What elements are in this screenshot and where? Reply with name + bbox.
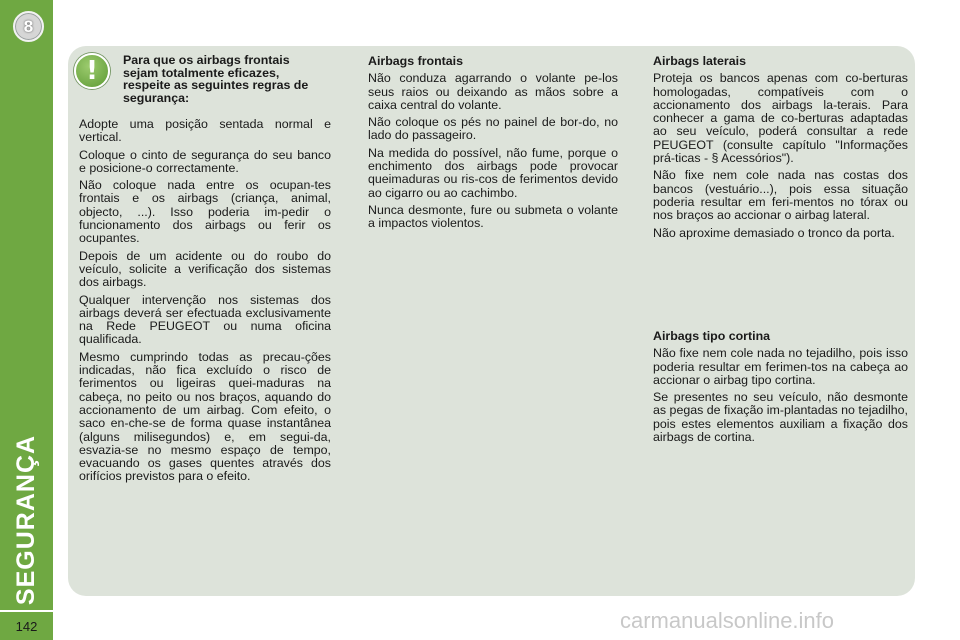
column-side-airbags: [653, 55, 908, 244]
paragraph: Mesmo cumprindo todas as precau-ções indicadas, não fica excluído o risco de ferimentos ou ligeiras quei-maduras na cabeça, no peito ou nos braços, aquando do accionamento de um airbag. Com efeito, o saco en-che-se de forma quase instantânea (alguns milisegundos) e, em segui-da, esvazia-se no mesmo espaço de tempo, evacuando os gases quentes através dos orifícios previstos para o efeito.: [79, 349, 331, 484]
page-number: 142: [0, 612, 53, 640]
paragraph: Qualquer intervenção nos sistemas dos airbags deverá ser efectuada exclusivamente na Rede PEUGEOT ou numa oficina qualificada.: [79, 292, 331, 347]
paragraph: Não fixe nem cole nada nas costas dos bancos (vestuário...), pois essa situação poderia resultar em feri-mentos no tórax ou nos braços ao accionar o airbag lateral.: [653, 168, 908, 223]
paragraph: Não coloque nada entre os ocupan-tes frontais e os airbags (criança, animal, objecto, ...). Isso poderia im-pedir o funcionamento dos airbags ou ferir os ocupantes.: [79, 178, 331, 246]
watermark: carmanualsonline.info: [620, 608, 835, 633]
chapter-number-badge: [13, 11, 44, 42]
paragraph: Na medida do possível, não fume, porque o enchimento dos airbags pode provocar queimaduras ou ris-cos de ferimentos devido ao cigarro ou ao cachimbo.: [368, 145, 618, 200]
paragraph: Se presentes no seu veículo, não desmonte as pegas de fixação im-plantadas no tejadilho, pois estes elementos auxiliam a fixação dos airbags de cortina.: [653, 390, 908, 445]
section-heading: Airbags frontais: [368, 54, 464, 68]
column-front-airbags: [368, 55, 618, 235]
section-title: SEGURANÇA: [12, 434, 40, 606]
section-heading: Airbags tipo cortina: [653, 329, 771, 343]
paragraph: Não aproxime demasiado o tronco da porta.: [653, 225, 895, 240]
paragraph: Não coloque os pés no painel de bor-do, no lado do passageiro.: [368, 115, 618, 143]
paragraph: Nunca desmonte, fure ou submeta o volante a impactos violentos.: [368, 202, 618, 231]
section-heading: Airbags laterais: [653, 54, 746, 68]
warning-heading: Para que os airbags frontais sejam totalmente eficazes, respeite as seguintes regras de segurança:: [123, 53, 309, 105]
exclamation-icon: !: [74, 53, 110, 89]
chapter-number: 8: [23, 16, 34, 36]
paragraph: Depois de um acidente ou do roubo do veículo, solicite a verificação dos sistemas dos airbags.: [79, 248, 331, 290]
paragraph: Não conduza agarrando o volante pe-los seus raios ou deixando as mãos sobre a caixa central do volante.: [368, 71, 618, 112]
paragraph: Não fixe nem cole nada no tejadilho, pois isso poderia resultar em ferimen-tos na cabeça ao accionar o airbag tipo cortina.: [653, 346, 908, 387]
column-curtain-airbags: [653, 330, 908, 448]
column-general-rules: [79, 118, 331, 488]
paragraph: Adopte uma posição sentada normal e vertical.: [79, 117, 331, 145]
paragraph: Coloque o cinto de segurança do seu banco e posicione-o correctamente.: [79, 147, 331, 175]
paragraph: Proteja os bancos apenas com co-berturas homologadas, compatíveis com o accionamento dos airbags la-terais. Para conhecer a gama de co-berturas adaptadas ao seu veículo, poderá consultar a rede PEUGEOT (consulte capítulo "Informações prá-ticas - § Acessórios").: [653, 71, 908, 166]
